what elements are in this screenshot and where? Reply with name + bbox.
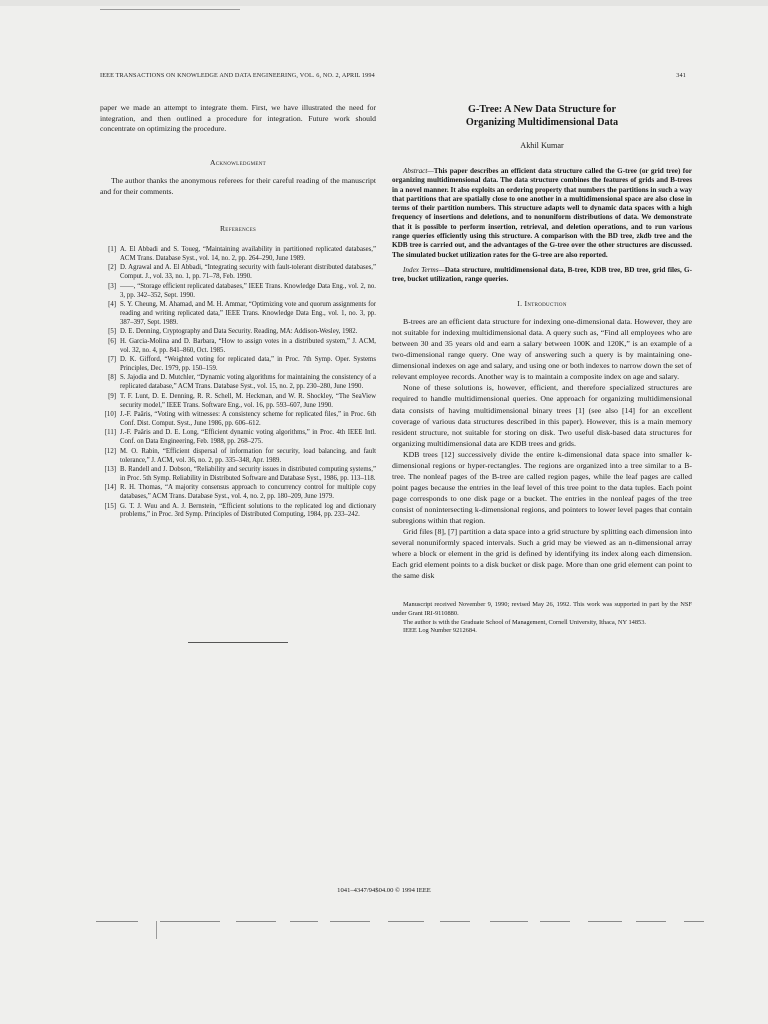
- reference-number: [15]: [104, 502, 116, 510]
- footnote-log-number: IEEE Log Number 9212684.: [403, 627, 477, 635]
- index-terms-text: Data structure, multidimensional data, B-tree, KDB tree, BD tree, grid files, G-tree, bucket utilization, range queries.: [392, 265, 692, 284]
- end-of-paper-rule: [188, 642, 288, 643]
- reference-number: [2]: [108, 264, 116, 272]
- reference-item: [100, 484, 376, 502]
- scan-artifact-line: [388, 921, 424, 922]
- reference-item: [100, 393, 376, 411]
- body-paragraph: B-trees are an efficient data structure for indexing one-dimensional data. However, they are not suitable for indexing multidimensional data. A query such as, “Find all employees who are between 30 and 35 years old and earn a salary between 100K and 120K,” is an example of a two-dimensional range query. One way of answering such a query is by maintaining one-dimensional indexes on age and salary, and using one or both indexes to narrow down the set of relevant employee records. Another way is to maintain a composite index on age and salary.: [392, 317, 692, 382]
- reference-item: [100, 448, 376, 466]
- index-terms-label: Index Terms—: [403, 265, 445, 274]
- reference-text: S. Jajodia and D. Mutchler, “Dynamic voting algorithms for maintaining the consistency of a replicated database,” ACM Trans. Database Syst., vol. 15, no. 2, pp. 230–280, June 1990.: [120, 374, 376, 391]
- scan-artifact-line: [490, 921, 528, 922]
- reference-text: G. T. J. Wuu and A. J. Bernstein, “Efficient solutions to the replicated log and dictionary problems,” in Proc. 3rd Symp. Principles of Distributed Computing, 1984, pp. 233–242.: [120, 502, 376, 519]
- reference-number: [12]: [104, 447, 116, 455]
- reference-text: J.-F. Paâris and D. E. Long, “Efficient dynamic voting algorithms,” in Proc. 4th IEEE Intl. Conf. on Data Engineering, Feb. 1988, pp. 268–275.: [120, 429, 376, 446]
- reference-item: [100, 411, 376, 429]
- reference-item: [100, 466, 376, 484]
- scan-artifact-line: [540, 921, 570, 922]
- right-column: [392, 103, 692, 636]
- reference-text: D. Agrawal and A. El Abbadi, “Integrating security with fault-tolerant distributed databases,” Comput. J., vol. 33, no. 1, pp. 71–78, Feb. 1990.: [120, 264, 376, 281]
- author-name: Akhil Kumar: [520, 141, 564, 151]
- reference-item: [100, 356, 376, 374]
- paper-title: [392, 103, 692, 129]
- title-line-1: G-Tree: A New Data Structure for: [468, 104, 616, 115]
- scan-artifact-line: [160, 921, 220, 922]
- reference-item: [100, 301, 376, 328]
- scan-artifact-line: [684, 921, 704, 922]
- scan-edge: [0, 0, 768, 6]
- section-heading-introduction: I. Introduction: [517, 298, 567, 308]
- body-paragraph: None of these solutions is, however, efficient, and therefore specialized structures are required to handle multidimensional queries. One approach for organizing multidimensional data consists of having multidimensional binary trees [1] (see also [14] for an excellent coverage of various data structures described in this paper). However, this is a main memory resident structure, not suitable for storing on disk. Two useful disk-based data structures for organizing multidimensional data are KDB trees and grids.: [392, 383, 692, 448]
- reference-item: [100, 374, 376, 392]
- scan-artifact-tick: [156, 921, 157, 939]
- title-line-2: Organizing Multidimensional Data: [465, 117, 619, 129]
- reference-text: J.-F. Paâris, “Voting with witnesses: A consistency scheme for replicated files,” in Proc. 6th Conf. Dist. Comput. Syst., June 1986, pp. 606–612.: [120, 410, 376, 427]
- reference-text: B. Randell and J. Dobson, “Reliability and security issues in distributed computing systems,” in Proc. 5th Symp. Reliability in Distributed Software and Database Syst., 1986, pp. 113–118.: [120, 465, 376, 482]
- running-header: [100, 72, 686, 79]
- reference-number: [8]: [108, 374, 116, 382]
- reference-item: [100, 328, 376, 337]
- reference-number: [14]: [104, 484, 116, 492]
- acknowledgment-heading: Acknowledgment: [209, 157, 267, 167]
- abstract-label: Abstract—: [403, 167, 434, 175]
- reference-text: T. F. Lunt, D. E. Denning, R. R. Schell, M. Heckman, and W. R. Shockley, “The SeaView security model,” IEEE Trans. Software Eng., vol. 16, pp. 593–607, June 1990.: [120, 392, 376, 409]
- reference-text: D. K. Gifford, “Weighted voting for replicated data,” in Proc. 7th Symp. Oper. Systems Principles, Dec. 1979, pp. 150–159.: [120, 356, 376, 372]
- index-terms: [392, 266, 692, 285]
- reference-number: [6]: [108, 337, 116, 345]
- scan-artifact-line: [290, 921, 318, 922]
- reference-item: [100, 246, 376, 264]
- scan-artifact-line: [330, 921, 370, 922]
- previous-paper-conclusion: paper we made an attempt to integrate them. First, we have illustrated the need for integration, and then outlined a procedure for integration. Future work should concentrate on optimizing the procedure.: [100, 103, 376, 134]
- body-paragraph: KDB trees [12] successively divide the entire k-dimensional data space into smaller k-dimensional regions or hyper-rectangles. The regions are organized into a tree similar to a B-tree. The nonleaf pages of the B-tree are called region pages, while the leaf pages are called point pages because the entries in the leaf level of this tree point to the data tuples. Each point page corresponds to one disk page or a bucket. The entries in the nonleaf pages of the tree consist of nonintersecting k-dimensional regions, and pointers to lower level pages that contain subregions within that region.: [392, 449, 692, 525]
- scan-artifact-line: [636, 921, 666, 922]
- reference-text: H. Garcia-Molina and D. Barbara, “How to assign votes in a distributed system,” J. ACM, vol. 32, no. 4, pp. 841–860, Oct. 1985.: [120, 337, 376, 354]
- left-column: [100, 103, 376, 643]
- reference-text: M. O. Rabin, “Efficient dispersal of information for security, load balancing, and fault tolerance,” J. ACM, vol. 36, no. 2, pp. 335–348, Apr. 1989.: [120, 447, 376, 464]
- reference-text: ——, “Storage efficient replicated databases,” IEEE Trans. Knowledge Data Eng., vol. 2, no. 3, pp. 342–352, Sept. 1990.: [120, 282, 376, 299]
- reference-number: [10]: [104, 410, 116, 418]
- reference-number: [4]: [108, 301, 116, 309]
- footnote-affiliation: The author is with the Graduate School of Management, Cornell University, Ithaca, NY 14853.: [403, 618, 647, 626]
- acknowledgment-text: The author thanks the anonymous referees for their careful reading of the manuscript and for their comments.: [100, 176, 376, 196]
- copyright-line: 1041–4347/94$04.00 © 1994 IEEE: [337, 887, 431, 894]
- abstract: [392, 167, 692, 260]
- reference-item: [100, 264, 376, 282]
- reference-number: [3]: [108, 282, 116, 290]
- reference-item: [100, 338, 376, 356]
- reference-number: [9]: [108, 392, 116, 400]
- references-heading: References: [219, 223, 257, 233]
- body-paragraph: Grid files [8], [7] partition a data space into a grid structure by splitting each dimension into several nonuniformly spaced intervals. Such a grid may be viewed as an n-dimensional array where a block or element in the grid is defined by identifying its index along each dimension. Each grid element points to a disk bucket or disk page. More than one grid element can point to the same disk: [392, 527, 692, 581]
- reference-list: [100, 246, 376, 520]
- first-page-footnote: [392, 601, 692, 636]
- scan-artifact-line: [236, 921, 276, 922]
- reference-text: A. El Abbadi and S. Toueg, “Maintaining availability in partitioned replicated databases,” ACM Trans. Database Syst., vol. 14, no. 2, pp. 264–290, June 1989.: [120, 246, 376, 263]
- reference-item: [100, 429, 376, 447]
- reference-number: [11]: [104, 429, 116, 437]
- introduction-body: [392, 316, 692, 581]
- scan-top-rule: [100, 9, 240, 10]
- reference-item: [100, 503, 376, 521]
- reference-number: [1]: [108, 246, 116, 254]
- page-number: 341: [676, 72, 686, 79]
- journal-citation: IEEE TRANSACTIONS ON KNOWLEDGE AND DATA ENGINEERING, VOL. 6, NO. 2, APRIL 1994: [100, 72, 375, 79]
- abstract-text: This paper describes an efficient data structure called the G-tree (or grid tree) for organizing multidimensional data. The data structure combines the features of grids and B-trees in a novel manner. It also exploits an ordering property that numbers the partitions in such a way that partitions that are spatially close to one another in a multidimensional space are also close in terms of their partition numbers. This structure adapts well to dynamic data spaces with a high frequency of insertions and deletions, and to nonuniform distributions of data. We demonstrate that it is possible to perform insertion, retrieval, and deletion operations, and to run various range queries efficiently using this structure. A comparison with the BD tree, zkdb tree and the KDB tree is carried out, and the advantages of the G-tree over the other structures are discussed. The simulated bucket utilization rates for the G-tree are also reported.: [392, 167, 692, 259]
- reference-text: D. E. Denning, Cryptography and Data Security. Reading, MA: Addison-Wesley, 1982.: [120, 328, 358, 336]
- scan-artifact-line: [588, 921, 622, 922]
- footnote-manuscript: Manuscript received November 9, 1990; revised May 26, 1992. This work was supported in part by the NSF under Grant IRI-9110880.: [392, 601, 692, 617]
- reference-item: [100, 283, 376, 301]
- reference-text: R. H. Thomas, “A majority consensus approach to concurrency control for multiple copy databases,” ACM Trans. Database Syst., vol. 4, no. 2, pp. 180–209, June 1979.: [120, 484, 376, 501]
- reference-number: [7]: [108, 356, 116, 364]
- reference-number: [13]: [104, 465, 116, 473]
- scan-artifact-line: [96, 921, 138, 922]
- scan-artifact-line: [440, 921, 470, 922]
- reference-number: [5]: [108, 328, 116, 336]
- reference-text: S. Y. Cheung, M. Ahamad, and M. H. Ammar, “Optimizing vote and quorum assignments for reading and writing replicated data,” IEEE Trans. Knowledge Data Eng., vol. 1, no. 3, pp. 387–397, Sept. 1989.: [120, 301, 376, 326]
